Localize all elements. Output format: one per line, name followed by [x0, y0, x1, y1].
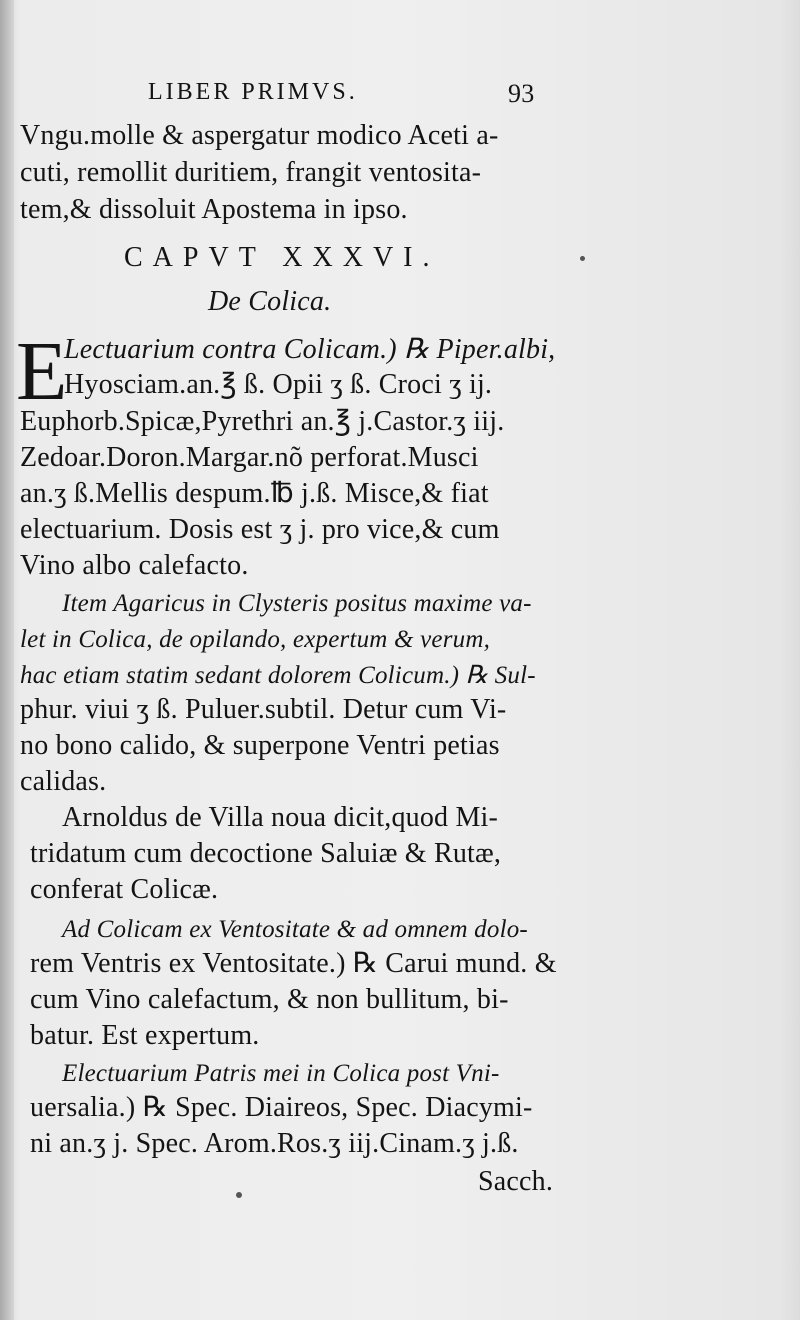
text-line: an.ʒ ß.Mellis despum.℔ j.ß. Misce,& fiat — [20, 478, 489, 509]
text-line: uersalia.) ℞ Spec. Diaireos, Spec. Diacymi- — [30, 1092, 533, 1123]
text-line: Vino albo calefacto. — [20, 550, 249, 581]
text-line: calidas. — [20, 766, 107, 797]
text-line: Euphorb.Spicæ,Pyrethri an.℥ j.Castor.ʒ iij. — [20, 406, 505, 437]
text-line: batur. Est expertum. — [30, 1020, 260, 1051]
text-line: let in Colica, de opilando, expertum & verum, — [20, 626, 491, 653]
text-line: Item Agaricus in Clysteris positus maxime va- — [62, 590, 532, 617]
text-line: phur. viui ʒ ß. Puluer.subtil. Detur cum Vi- — [20, 694, 507, 725]
text-line: Ad Colicam ex Ventositate & ad omnem dolo- — [62, 916, 528, 943]
text-line — [64, 332, 555, 368]
text-line: hac etiam statim sedant dolorem Colicum.) ℞ Sul- — [20, 662, 536, 689]
text-line: Lectuarium contra Colicam.) ℞ Piper.albi, — [64, 334, 556, 365]
section-title: De Colica. — [208, 286, 332, 317]
text-line: tem,& dissoluit Apostema in ipso. — [20, 194, 408, 225]
drop-cap: E — [16, 325, 68, 418]
text-line: Vngu.molle & aspergatur modico Aceti a- — [20, 120, 499, 151]
text-line: tridatum cum decoctione Saluiæ & Rutæ, — [30, 838, 502, 869]
text-line: ni an.ʒ j. Spec. Arom.Ros.ʒ iij.Cinam.ʒ j.ß. — [30, 1128, 519, 1159]
text-line: cum Vino calefactum, & non bullitum, bi- — [30, 984, 509, 1015]
text-line: Zedoar.Doron.Margar.nõ perforat.Musci — [20, 442, 479, 473]
catchword: Sacch. — [478, 1166, 554, 1197]
text-line: Electuarium Patris mei in Colica post Vni- — [62, 1060, 500, 1087]
ink-speck — [580, 256, 585, 261]
text-line: electuarium. Dosis est ʒ j. pro vice,& cum — [20, 514, 500, 545]
text-line: Arnoldus de Villa noua dicit,quod Mi- — [62, 802, 499, 833]
text-line: no bono calido, & superpone Ventri petias — [20, 730, 500, 761]
text-line: Hyosciam.an.℥ ß. Opii ʒ ß. Croci ʒ ij. — [64, 369, 493, 400]
running-title: LIBER PRIMVS. — [148, 79, 358, 105]
text-line: cuti, remollit duritiem, frangit ventosita- — [20, 157, 482, 188]
chapter-heading: CAPVT XXXVI. — [124, 242, 440, 273]
text-line: conferat Colicæ. — [30, 874, 219, 905]
text-line: rem Ventris ex Ventositate.) ℞ Carui mund. & — [30, 948, 557, 979]
page-number: 93 — [508, 79, 535, 108]
ink-speck — [236, 1192, 242, 1198]
